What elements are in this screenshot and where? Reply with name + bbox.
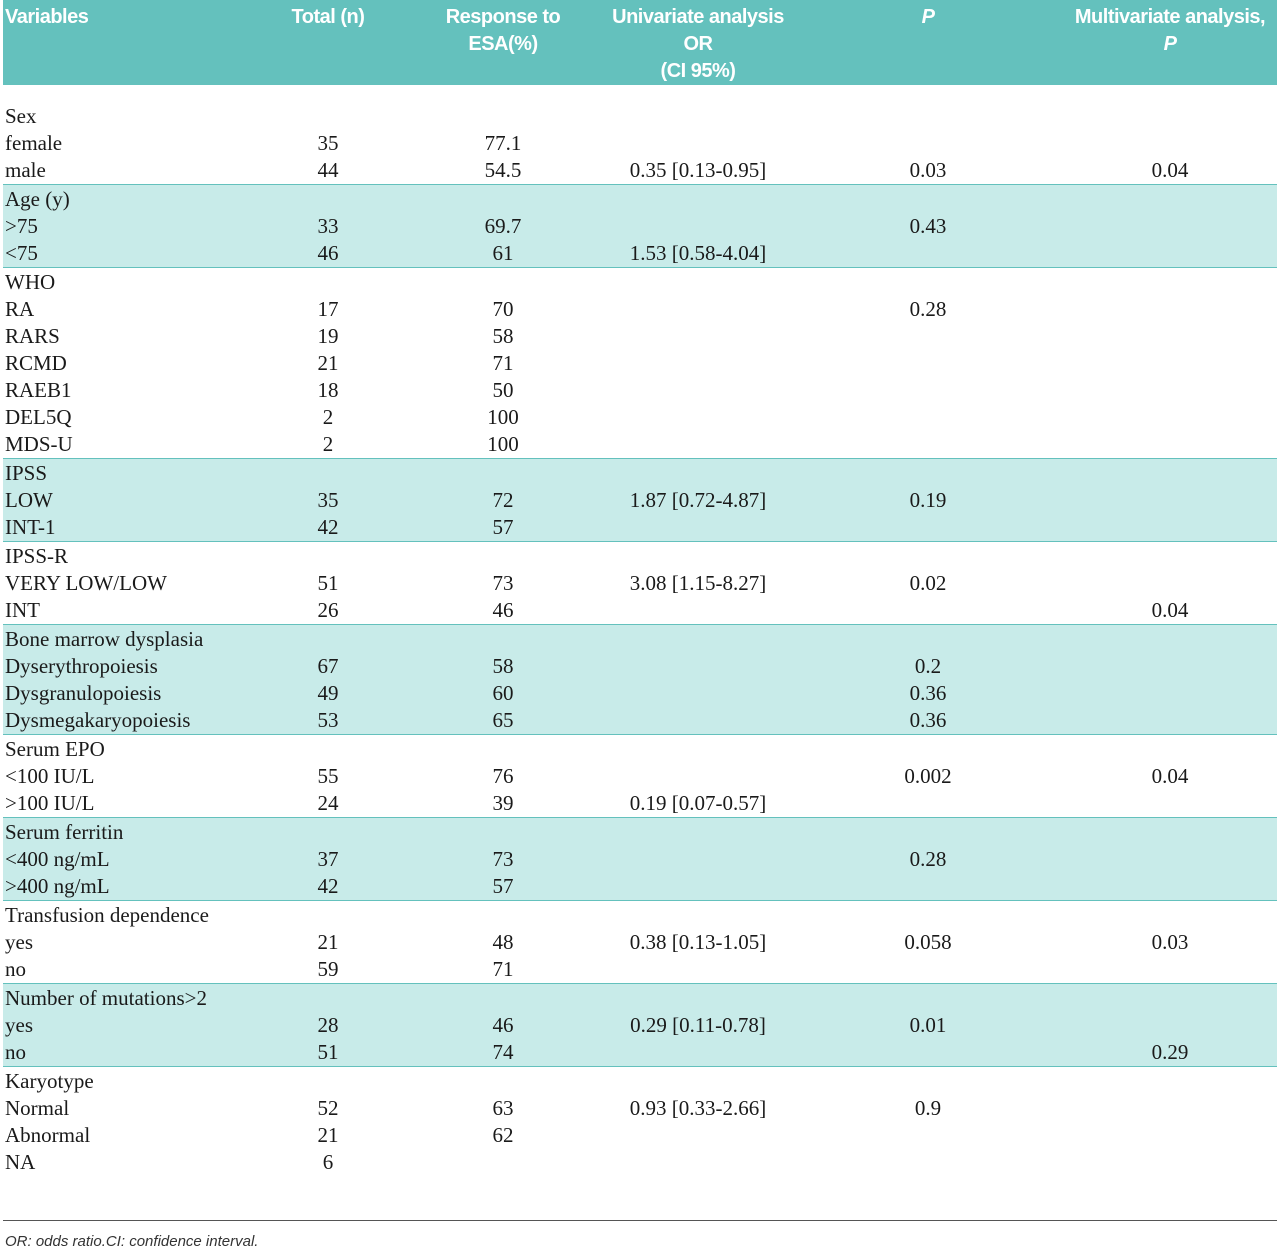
cell-n: 35 xyxy=(317,131,339,155)
cell-var: IPSS-R xyxy=(5,544,69,568)
cell-var: >400 ng/mL xyxy=(3,873,253,901)
cell-n: 6 xyxy=(322,1150,334,1174)
cell-r xyxy=(403,625,603,654)
cell-m xyxy=(1063,240,1277,268)
cell-p xyxy=(793,130,1063,157)
cell-or xyxy=(603,873,793,901)
cell-r: 73 xyxy=(403,846,603,873)
cell-or: 0.29 [0.11-0.78] xyxy=(603,1012,793,1039)
cell-var: Dysgranulopoiesis xyxy=(3,680,253,707)
cell-m: 0.04 xyxy=(1063,597,1277,625)
cell-or xyxy=(603,404,793,431)
cell-r xyxy=(403,102,603,130)
header-variables: Variables xyxy=(3,0,253,85)
cell-p: 0.19 xyxy=(793,487,1063,514)
cell-r: 77.1 xyxy=(484,131,522,155)
cell-var: male xyxy=(3,157,253,185)
cell-or xyxy=(603,1039,793,1067)
cell-p xyxy=(793,377,1063,404)
cell-or xyxy=(603,213,793,240)
table-row xyxy=(3,377,1277,404)
cell-m xyxy=(1063,1149,1277,1176)
cell-var: yes xyxy=(3,1012,253,1039)
footer-rule xyxy=(3,1220,1277,1221)
cell-var: VERY LOW/LOW xyxy=(5,571,167,595)
cell-p xyxy=(793,984,1063,1013)
cell-p xyxy=(793,790,1063,818)
cell-r: 57 xyxy=(403,873,603,901)
cell-m xyxy=(1063,625,1277,654)
table-row xyxy=(3,929,1277,956)
cell-p xyxy=(793,597,1063,625)
table-row xyxy=(3,296,1277,323)
cell-var: Number of mutations>2 xyxy=(3,984,253,1013)
cell-or: 1.87 [0.72-4.87] xyxy=(603,487,793,514)
cell-or xyxy=(603,268,793,297)
group-header-row xyxy=(3,185,1277,214)
cell-n xyxy=(253,268,403,297)
cell-or xyxy=(603,956,793,984)
cell-n xyxy=(253,625,403,654)
table-row xyxy=(3,404,1277,431)
cell-or xyxy=(603,984,793,1013)
cell-r: 60 xyxy=(403,680,603,707)
table-row xyxy=(3,846,1277,873)
cell-or xyxy=(603,377,793,404)
cell-var: INT-1 xyxy=(3,514,253,542)
cell-var: Normal xyxy=(5,1096,70,1120)
group-header-row xyxy=(3,1067,1277,1096)
cell-or xyxy=(603,818,793,847)
cell-var: RAEB1 xyxy=(5,378,72,402)
cell-n: 52 xyxy=(317,1096,339,1120)
cell-or xyxy=(603,431,793,459)
cell-n xyxy=(253,102,403,130)
cell-r: 58 xyxy=(492,324,514,348)
cell-p xyxy=(793,514,1063,542)
cell-m xyxy=(1063,323,1277,350)
cell-r xyxy=(403,185,603,214)
table-row xyxy=(3,1039,1277,1067)
cell-p: 0.28 xyxy=(909,297,947,321)
cell-r: 73 xyxy=(492,571,514,595)
cell-m xyxy=(1063,790,1277,818)
cell-m xyxy=(1063,1122,1277,1149)
cell-r xyxy=(403,268,603,297)
cell-r xyxy=(403,901,603,930)
cell-p xyxy=(793,1039,1063,1067)
cell-r xyxy=(403,735,603,764)
cell-m xyxy=(1063,984,1277,1013)
cell-or: 3.08 [1.15-8.27] xyxy=(629,571,767,595)
cell-n: 2 xyxy=(253,431,403,459)
cell-var: MDS-U xyxy=(3,431,253,459)
cell-var: <75 xyxy=(3,240,253,268)
cell-m xyxy=(1063,680,1277,707)
cell-n xyxy=(253,818,403,847)
cell-var: <400 ng/mL xyxy=(3,846,253,873)
cell-m xyxy=(1063,130,1277,157)
cell-p xyxy=(793,1122,1063,1149)
cell-or xyxy=(603,707,793,735)
cell-m xyxy=(1063,185,1277,214)
cell-m xyxy=(1063,956,1277,984)
cell-var: Sex xyxy=(5,104,37,128)
cell-or xyxy=(603,350,793,377)
cell-r: 65 xyxy=(403,707,603,735)
table-row xyxy=(3,597,1277,625)
cell-or: 1.53 [0.58-4.04] xyxy=(603,240,793,268)
cell-var: RCMD xyxy=(5,351,67,375)
cell-var: WHO xyxy=(5,270,56,294)
cell-m xyxy=(1063,707,1277,735)
table-row xyxy=(3,653,1277,680)
cell-n: 49 xyxy=(253,680,403,707)
cell-var: Abnormal xyxy=(5,1123,91,1147)
table-row xyxy=(3,763,1277,790)
cell-or xyxy=(603,763,793,790)
cell-n: 46 xyxy=(253,240,403,268)
table-row xyxy=(3,873,1277,901)
cell-m xyxy=(1063,818,1277,847)
group-header-row xyxy=(3,735,1277,764)
table-row xyxy=(3,323,1277,350)
cell-p xyxy=(793,873,1063,901)
cell-or xyxy=(603,323,793,350)
cell-n: 19 xyxy=(317,324,339,348)
cell-m xyxy=(1063,570,1277,597)
cell-or xyxy=(603,514,793,542)
cell-var: yes xyxy=(5,930,33,954)
cell-var: LOW xyxy=(3,487,253,514)
cell-or xyxy=(603,680,793,707)
cell-r: 57 xyxy=(403,514,603,542)
cell-m: 0.04 xyxy=(1151,764,1189,788)
cell-p: 0.9 xyxy=(914,1096,942,1120)
cell-m xyxy=(1063,102,1277,130)
cell-n xyxy=(253,542,403,571)
cell-or xyxy=(603,597,793,625)
cell-or: 0.35 [0.13-0.95] xyxy=(603,157,793,185)
cell-r: 74 xyxy=(403,1039,603,1067)
table-row xyxy=(3,1012,1277,1039)
cell-n: 24 xyxy=(253,790,403,818)
cell-or xyxy=(603,1149,793,1176)
cell-n: 17 xyxy=(317,297,339,321)
cell-n: 44 xyxy=(253,157,403,185)
cell-r: 71 xyxy=(403,956,603,984)
cell-n xyxy=(253,185,403,214)
table-row xyxy=(3,956,1277,984)
table-row xyxy=(3,790,1277,818)
cell-r: 48 xyxy=(492,930,514,954)
cell-r: 72 xyxy=(403,487,603,514)
cell-p xyxy=(793,459,1063,488)
cell-r xyxy=(403,459,603,488)
cell-n: 53 xyxy=(253,707,403,735)
cell-m: 0.29 xyxy=(1063,1039,1277,1067)
cell-r: 54.5 xyxy=(403,157,603,185)
cell-p: 0.43 xyxy=(793,213,1063,240)
cell-var: RARS xyxy=(5,324,60,348)
cell-p xyxy=(793,818,1063,847)
group-header-row xyxy=(3,268,1277,297)
cell-or: 0.19 [0.07-0.57] xyxy=(603,790,793,818)
cell-n: 51 xyxy=(253,1039,403,1067)
cell-p: 0.2 xyxy=(793,653,1063,680)
group-header-row xyxy=(3,459,1277,488)
cell-r: 46 xyxy=(403,1012,603,1039)
cell-n: 37 xyxy=(253,846,403,873)
cell-n: 42 xyxy=(253,873,403,901)
header-row xyxy=(3,0,1277,85)
group-header-row xyxy=(3,984,1277,1013)
cell-m xyxy=(1063,268,1277,297)
table-row xyxy=(3,431,1277,459)
cell-n: 33 xyxy=(253,213,403,240)
cell-var: female xyxy=(5,131,63,155)
cell-m xyxy=(1063,213,1277,240)
cell-p xyxy=(793,1067,1063,1096)
cell-var: Age (y) xyxy=(3,185,253,214)
cell-n: 21 xyxy=(317,1123,339,1147)
cell-m: 0.03 xyxy=(1151,930,1189,954)
cell-n xyxy=(253,901,403,930)
cell-p xyxy=(793,956,1063,984)
cell-n: 21 xyxy=(317,930,339,954)
cell-p xyxy=(793,735,1063,764)
cell-m xyxy=(1063,846,1277,873)
cell-var: Serum EPO xyxy=(5,737,105,761)
cell-var: <100 IU/L xyxy=(5,764,95,788)
group-header-row xyxy=(3,818,1277,847)
cell-r xyxy=(403,818,603,847)
cell-var: Dysmegakaryopoiesis xyxy=(3,707,253,735)
cell-n xyxy=(253,735,403,764)
cell-m xyxy=(1063,431,1277,459)
cell-n xyxy=(253,459,403,488)
cell-var: RA xyxy=(5,297,35,321)
cell-p xyxy=(793,323,1063,350)
cell-r: 70 xyxy=(492,297,514,321)
cell-or xyxy=(603,1122,793,1149)
cell-p: 0.058 xyxy=(904,930,952,954)
table-row xyxy=(3,707,1277,735)
cell-r: 63 xyxy=(492,1096,514,1120)
header-total: Total (n) xyxy=(253,0,403,85)
cell-p xyxy=(793,431,1063,459)
cell-n xyxy=(253,984,403,1013)
cell-p xyxy=(793,350,1063,377)
header-multivariate: Multivariate analysis, P xyxy=(1063,0,1277,85)
cell-m xyxy=(1063,735,1277,764)
cell-p: 0.28 xyxy=(793,846,1063,873)
cell-m xyxy=(1063,901,1277,930)
table-row xyxy=(3,514,1277,542)
cell-r: 100 xyxy=(403,431,603,459)
cell-or xyxy=(603,185,793,214)
cell-n xyxy=(253,1067,403,1096)
cell-or xyxy=(603,296,793,323)
cell-m xyxy=(1063,404,1277,431)
cell-p xyxy=(793,901,1063,930)
table-row xyxy=(3,157,1277,185)
table-row xyxy=(3,130,1277,157)
cell-p: 0.36 xyxy=(793,707,1063,735)
cell-or xyxy=(603,1067,793,1096)
cell-or xyxy=(603,542,793,571)
cell-var: Bone marrow dysplasia xyxy=(3,625,253,654)
cell-p: 0.01 xyxy=(793,1012,1063,1039)
cell-p xyxy=(793,185,1063,214)
cell-n: 2 xyxy=(322,405,334,429)
cell-m xyxy=(1063,653,1277,680)
cell-n: 67 xyxy=(253,653,403,680)
group-header-row xyxy=(3,901,1277,930)
cell-n: 18 xyxy=(317,378,339,402)
cell-n: 59 xyxy=(253,956,403,984)
cell-or xyxy=(603,735,793,764)
group-header-row xyxy=(3,102,1277,130)
cell-var: Karyotype xyxy=(5,1069,94,1093)
cell-p xyxy=(793,542,1063,571)
cell-r xyxy=(403,542,603,571)
results-table xyxy=(3,0,1277,1176)
cell-m xyxy=(1063,1012,1277,1039)
cell-or xyxy=(603,459,793,488)
cell-or xyxy=(603,653,793,680)
cell-m xyxy=(1063,487,1277,514)
cell-or xyxy=(603,625,793,654)
cell-var: INT xyxy=(3,597,253,625)
footnote: OR: odds ratio.CI: confidence interval. xyxy=(5,1233,259,1250)
header-univariate: Univariate analysis OR (CI 95%) xyxy=(603,0,793,85)
cell-m xyxy=(1063,459,1277,488)
cell-var: no xyxy=(3,956,253,984)
cell-n: 21 xyxy=(317,351,339,375)
table-row xyxy=(3,680,1277,707)
cell-or xyxy=(603,901,793,930)
cell-r: 76 xyxy=(492,764,514,788)
cell-p xyxy=(793,404,1063,431)
cell-or xyxy=(603,846,793,873)
cell-p xyxy=(793,1149,1063,1176)
cell-var: NA xyxy=(5,1150,36,1174)
table-row xyxy=(3,213,1277,240)
cell-r: 100 xyxy=(487,405,519,429)
cell-m xyxy=(1063,1095,1277,1122)
table-body xyxy=(3,85,1277,1176)
group-header-row xyxy=(3,625,1277,654)
cell-m: 0.04 xyxy=(1063,157,1277,185)
cell-r xyxy=(403,1149,603,1176)
cell-p: 0.002 xyxy=(904,764,952,788)
group-header-row xyxy=(3,542,1277,571)
cell-r: 39 xyxy=(403,790,603,818)
cell-var: IPSS xyxy=(3,459,253,488)
cell-n: 55 xyxy=(317,764,339,788)
cell-r: 46 xyxy=(403,597,603,625)
cell-or: 0.93 [0.33-2.66] xyxy=(629,1096,767,1120)
cell-n: 51 xyxy=(317,571,339,595)
cell-r xyxy=(403,984,603,1013)
cell-m xyxy=(1063,514,1277,542)
cell-n: 26 xyxy=(253,597,403,625)
cell-var: >100 IU/L xyxy=(3,790,253,818)
cell-m xyxy=(1063,296,1277,323)
cell-m xyxy=(1063,873,1277,901)
cell-var: Dyserythropoiesis xyxy=(3,653,253,680)
cell-r: 69.7 xyxy=(403,213,603,240)
table-row xyxy=(3,240,1277,268)
cell-r: 71 xyxy=(492,351,514,375)
cell-n: 35 xyxy=(253,487,403,514)
cell-p xyxy=(793,102,1063,130)
header-spacer xyxy=(3,85,1277,102)
table-row xyxy=(3,1095,1277,1122)
cell-p xyxy=(793,268,1063,297)
cell-p: 0.36 xyxy=(793,680,1063,707)
cell-r: 62 xyxy=(492,1123,514,1147)
cell-r: 61 xyxy=(403,240,603,268)
cell-m xyxy=(1063,542,1277,571)
header-response: Response to ESA(%) xyxy=(403,0,603,85)
cell-or xyxy=(603,130,793,157)
cell-or xyxy=(603,102,793,130)
cell-var: Transfusion dependence xyxy=(5,903,209,927)
cell-m xyxy=(1063,350,1277,377)
cell-r: 50 xyxy=(492,378,514,402)
cell-m xyxy=(1063,1067,1277,1096)
table-row xyxy=(3,1149,1277,1176)
cell-m xyxy=(1063,377,1277,404)
cell-var: DEL5Q xyxy=(5,405,72,429)
cell-var: >75 xyxy=(3,213,253,240)
cell-n: 42 xyxy=(253,514,403,542)
cell-p xyxy=(793,625,1063,654)
cell-r xyxy=(403,1067,603,1096)
table-row xyxy=(3,570,1277,597)
cell-r: 58 xyxy=(403,653,603,680)
cell-var: no xyxy=(3,1039,253,1067)
cell-p xyxy=(793,240,1063,268)
table-row xyxy=(3,487,1277,514)
cell-or: 0.38 [0.13-1.05] xyxy=(629,930,767,954)
cell-var: Serum ferritin xyxy=(3,818,253,847)
table-row xyxy=(3,350,1277,377)
cell-p: 0.03 xyxy=(793,157,1063,185)
cell-p: 0.02 xyxy=(909,571,947,595)
header-p: P xyxy=(793,0,1063,85)
table-row xyxy=(3,1122,1277,1149)
cell-n: 28 xyxy=(253,1012,403,1039)
